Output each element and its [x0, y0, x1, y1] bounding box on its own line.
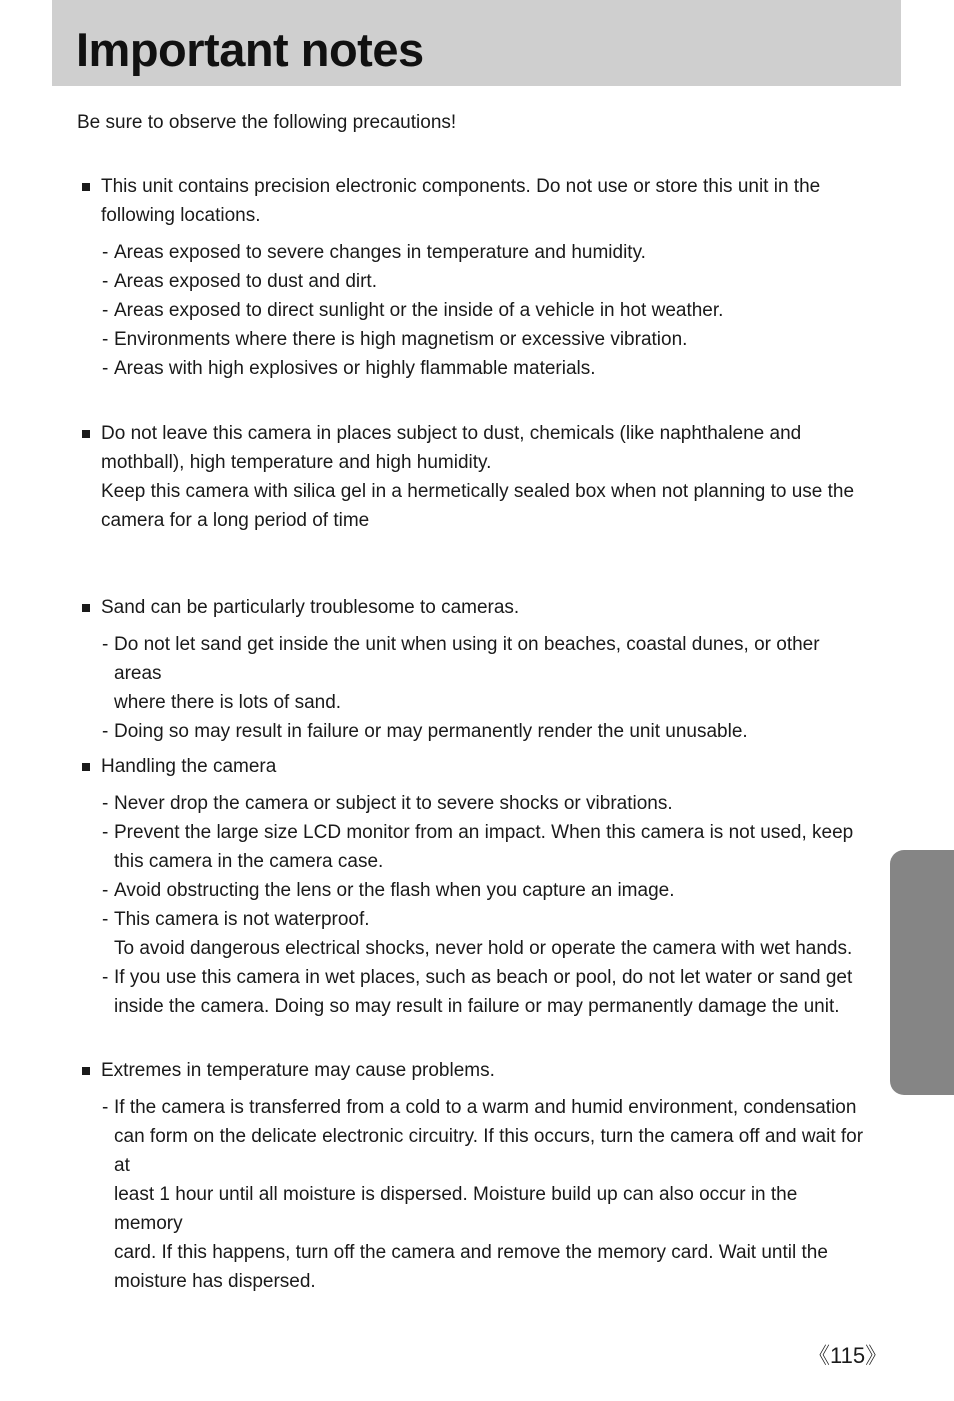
square-bullet-icon — [82, 1067, 90, 1075]
sub-item — [80, 717, 870, 746]
sub-item-line: Areas exposed to direct sunlight or the inside of a vehicle in hot weather. — [114, 300, 724, 321]
precaution-section — [80, 172, 870, 383]
sub-item — [80, 267, 870, 296]
sub-item-line: least 1 hour until all moisture is dispersed. Moisture build up can also occur in the memory — [114, 1184, 798, 1234]
lead-line: Keep this camera with silica gel in a hermetically sealed box when not planning to use the — [101, 481, 855, 502]
precaution-section — [80, 1056, 870, 1296]
dash-bullet: - — [102, 1097, 109, 1118]
sub-item-line: inside the camera. Doing so may result in failure or may permanently damage the unit. — [114, 996, 840, 1017]
page-title: Important notes — [76, 23, 424, 76]
dash-bullet: - — [102, 271, 109, 292]
section-lead — [80, 172, 870, 230]
square-bullet-icon — [82, 604, 90, 612]
lead-line: mothball), high temperature and high humidity. — [101, 452, 492, 473]
sub-item-line: Do not let sand get inside the unit when using it on beaches, coastal dunes, or other areas — [114, 634, 820, 684]
sub-item-line: If you use this camera in wet places, such as beach or pool, do not let water or sand get — [114, 967, 853, 988]
section-lead — [80, 1056, 870, 1085]
sub-item — [80, 630, 870, 717]
section-lead — [80, 752, 870, 781]
sub-item-line: Areas exposed to dust and dirt. — [114, 271, 377, 292]
lead-line: camera for a long period of time — [101, 510, 370, 531]
lead-line: Do not leave this camera in places subject to dust, chemicals (like naphthalene and — [101, 423, 802, 444]
dash-bullet: - — [102, 634, 109, 655]
sub-item-line: To avoid dangerous electrical shocks, never hold or operate the camera with wet hands. — [114, 938, 853, 959]
sub-item — [80, 876, 870, 905]
lead-line: Extremes in temperature may cause problems. — [101, 1060, 495, 1081]
sub-item-line: Areas with high explosives or highly flammable materials. — [114, 358, 596, 379]
dash-bullet: - — [102, 358, 109, 379]
sub-item-list — [80, 1093, 870, 1296]
sub-item-line: If the camera is transferred from a cold to a warm and humid environment, condensation — [114, 1097, 857, 1118]
intro-text: Be sure to observe the following precautions! — [77, 112, 457, 133]
dash-bullet: - — [102, 300, 109, 321]
sub-item-line: this camera in the camera case. — [114, 851, 384, 872]
precaution-section — [80, 593, 870, 746]
dash-bullet: - — [102, 329, 109, 350]
dash-bullet: - — [102, 721, 109, 742]
square-bullet-icon — [82, 763, 90, 771]
dash-bullet: - — [102, 909, 109, 930]
sub-item — [80, 296, 870, 325]
sub-item — [80, 354, 870, 383]
lead-line: following locations. — [101, 205, 261, 226]
sub-item-line: Environments where there is high magnetism or excessive vibration. — [114, 329, 688, 350]
sub-item-line: Never drop the camera or subject it to severe shocks or vibrations. — [114, 793, 673, 814]
chapter-tab-marker — [890, 850, 954, 1095]
dash-bullet: - — [102, 822, 109, 843]
section-lead — [80, 593, 870, 622]
lead-line: This unit contains precision electronic components. Do not use or store this unit in the — [101, 176, 821, 197]
dash-bullet: - — [102, 793, 109, 814]
sub-item-line: moisture has dispersed. — [114, 1271, 316, 1292]
sub-item — [80, 1093, 870, 1296]
sub-item-line: This camera is not waterproof. — [114, 909, 370, 930]
sub-item — [80, 238, 870, 267]
title-banner — [52, 0, 901, 86]
sub-item-line: Prevent the large size LCD monitor from an impact. When this camera is not used, keep — [114, 822, 854, 843]
lead-line: Handling the camera — [101, 756, 277, 777]
precaution-section — [80, 419, 870, 535]
sub-item-list — [80, 238, 870, 383]
sub-item — [80, 325, 870, 354]
precaution-section — [80, 752, 870, 1021]
square-bullet-icon — [82, 430, 90, 438]
sub-item-line: Avoid obstructing the lens or the flash when you capture an image. — [114, 880, 675, 901]
sub-item-line: card. If this happens, turn off the camera and remove the memory card. Wait until the — [114, 1242, 828, 1263]
square-bullet-icon — [82, 183, 90, 191]
sub-item — [80, 963, 870, 1021]
dash-bullet: - — [102, 880, 109, 901]
page-number: 《115》 — [808, 1343, 888, 1368]
section-lead — [80, 419, 870, 535]
sub-item-line: can form on the delicate electronic circuitry. If this occurs, turn the camera off and wait for at — [114, 1126, 864, 1176]
sub-item — [80, 905, 870, 963]
sub-item-line: Doing so may result in failure or may permanently render the unit unusable. — [114, 721, 748, 742]
dash-bullet: - — [102, 967, 109, 988]
dash-bullet: - — [102, 242, 109, 263]
sub-item-list — [80, 630, 870, 746]
sub-item-list — [80, 789, 870, 1021]
sub-item — [80, 789, 870, 818]
sub-item-line: Areas exposed to severe changes in temperature and humidity. — [114, 242, 646, 263]
sub-item — [80, 818, 870, 876]
lead-line: Sand can be particularly troublesome to cameras. — [101, 597, 520, 618]
sub-item-line: where there is lots of sand. — [114, 692, 342, 713]
